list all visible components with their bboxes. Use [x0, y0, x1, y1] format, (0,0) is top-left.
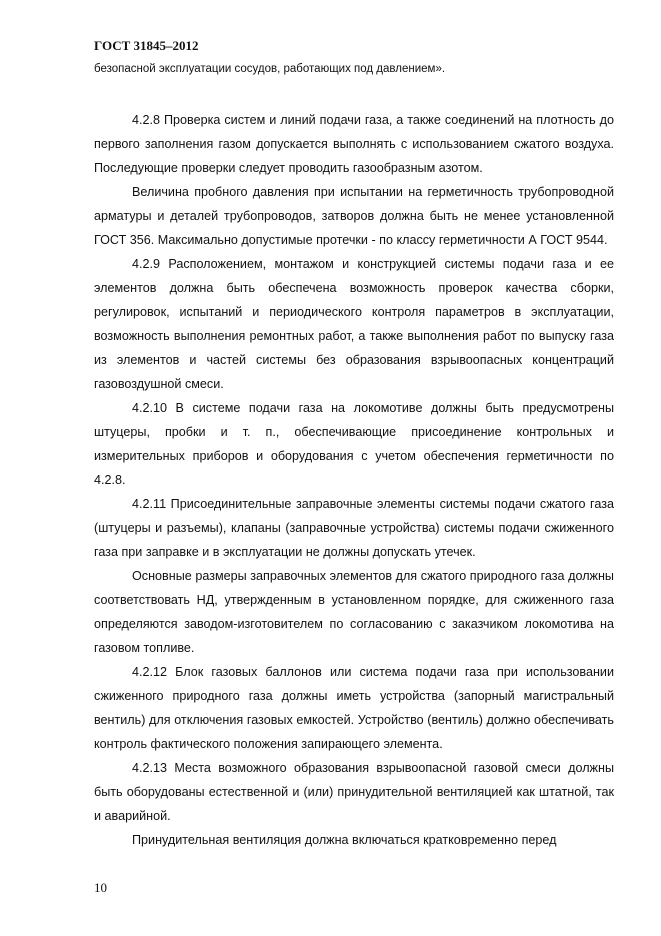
document-code: ГОСТ 31845–2012	[94, 38, 199, 53]
paragraph-4-2-8: 4.2.8 Проверка систем и линий подачи газа, а также соединений на плотность до первого заполнения газом допускается выполнять с использованием сжатого воздуха. Последующие проверки следует проводить газообразным азотом.	[94, 113, 614, 175]
paragraph-test-pressure: Величина пробного давления при испытании на герметичность трубопроводной арматуры и деталей трубопроводов, затворов должна быть не менее установленной ГОСТ 356. Максимально допустимые протечки - по классу герметичности А ГОСТ 9544.	[94, 185, 614, 247]
paragraph-4-2-11: 4.2.11 Присоединительные заправочные элементы системы подачи сжатого газа (штуцеры и разъемы), клапаны (заправочные устройства) системы подачи сжиженного газа при заправке и в эксплуатации не должны допускать утечек.	[94, 497, 614, 559]
paragraph-refuel-dimensions: Основные размеры заправочных элементов для сжатого природного газа должны соответствовать НД, утвержденным в установленном порядке, для сжиженного газа определяются заводом-изготовителем по согласованию с заказчиком локомотива на газовом топливе.	[94, 569, 614, 655]
header-continuation-text: безопасной эксплуатации сосудов, работающих под давлением».	[94, 63, 446, 75]
body-text	[94, 108, 614, 852]
paragraph-4-2-10: 4.2.10 В системе подачи газа на локомотиве должны быть предусмотрены штуцеры, пробки и т. п., обеспечивающие присоединение контрольных и измерительных приборов и оборудования с учетом обеспечения герметичности по 4.2.8.	[94, 401, 614, 487]
paragraph-forced-ventilation: Принудительная вентиляция должна включаться кратковременно перед	[132, 833, 557, 847]
page-number: 10	[94, 880, 107, 895]
paragraph-4-2-9: 4.2.9 Расположением, монтажом и конструкцией системы подачи газа и ее элементов должна быть обеспечена возможность проверок качества сборки, регулировок, испытаний и периодического контроля параметров в эксплуатации, возможность выполнения ремонтных работ, а также выполнения работ по выпуску газа из элементов и частей системы без образования взрывоопасных концентраций газовоздушной смеси.	[94, 257, 614, 391]
paragraph-4-2-12: 4.2.12 Блок газовых баллонов или система подачи газа при использовании сжиженного природного газа должны иметь устройства (запорный магистральный вентиль) для отключения газовых емкостей. Устройство (вентиль) должно обеспечивать контроль фактического положения запирающего элемента.	[94, 665, 614, 751]
paragraph-4-2-13: 4.2.13 Места возможного образования взрывоопасной газовой смеси должны быть оборудованы естественной и (или) принудительной вентиляцией как штатной, так и аварийной.	[94, 761, 614, 823]
